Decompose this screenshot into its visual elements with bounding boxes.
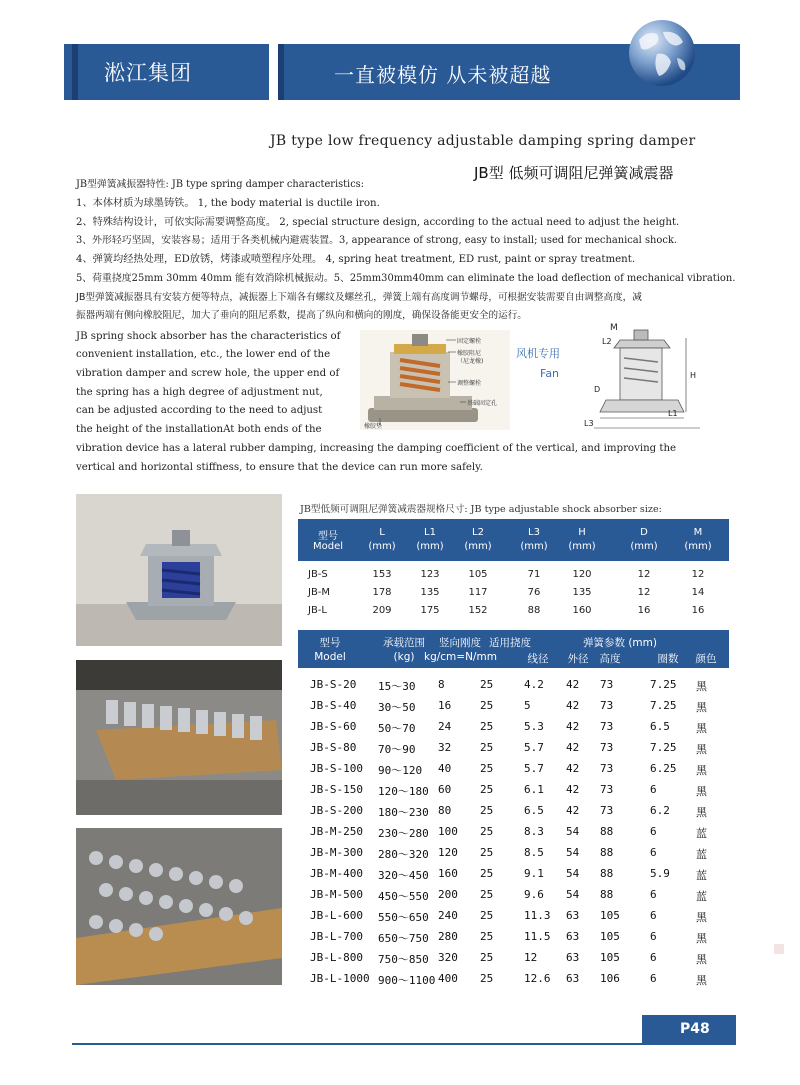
model-table-header [298,630,729,668]
description-cn-line: 振器两端有侧向橡胶阻尼，加大了垂向的阻尼系数，提高了纵向和横向的刚度，确保设备能更安全的运行。 [76,310,527,321]
table-cell: 88 [600,825,614,838]
table-cell: 450～550 [378,890,429,903]
diagram-label: 固定螺栓 [457,338,482,345]
dim-label: D [594,385,601,394]
header-cell: L2 [472,527,484,538]
table-cell: 73 [600,762,614,775]
table-row [298,567,729,585]
table-cell: 5.7 [524,741,544,754]
table-cell: 42 [566,783,580,796]
table-cell: 90～120 [378,764,423,777]
features-heading: JB型弹簧减振器特性: JB type spring damper characteristics: [76,179,365,190]
table-cell: 120 [438,846,458,859]
dim-label: L1 [668,409,678,418]
header-stripe [278,44,284,100]
table-cell: 5.7 [524,762,544,775]
table-row [298,717,729,738]
table-cell: 117 [468,587,488,598]
table-row [298,843,729,864]
damper-cutaway-diagram [360,330,510,430]
table-cell: JB-L-600 [310,909,363,922]
table-cell: 88 [600,888,614,901]
feature-line: 4、弹簧均经热处理，ED放锈，烤漆或喷塑程序处理。 4, spring heat treatment, ED rust, paint or spray treatment. [76,254,636,265]
table-cell: 黑 [696,911,707,924]
table-cell: 73 [600,804,614,817]
page-number: P48 [680,1021,710,1037]
table-cell: 42 [566,741,580,754]
feature-line: 5、荷重挠度25mm 30mm 40mm 能有效消除机械振动。5、25mm30mm40mm can eliminate the load deflection of mechanical vibration. [76,273,736,284]
table-cell: 88 [527,605,541,616]
diagram-label: 调整螺栓 [457,380,482,387]
header-cell: 颜色 [695,653,717,665]
header-cell: 竖向刚度 [439,637,481,649]
table-cell: 25 [480,678,494,691]
table-cell: 54 [566,846,580,859]
table-cell: 105 [600,951,620,964]
header-cell: (mm) [368,541,396,552]
table-cell: 209 [372,605,392,616]
table-row [298,822,729,843]
description-en-line: vibration device has a lateral rubber damping, increasing the damping coefficient of the vertical, and improving the [76,443,677,454]
table-cell: 6 [650,825,657,838]
table-cell: JB-L [308,605,327,616]
table-cell: 106 [600,972,620,985]
table-cell: 70～90 [378,743,416,756]
table-cell: 320 [438,951,458,964]
table-cell: 6 [650,951,657,964]
table-cell: 4.2 [524,678,544,691]
header-cell: Model [314,651,346,663]
header-cell: M [693,527,703,538]
table-cell: 105 [600,930,620,943]
table-cell: 42 [566,804,580,817]
feature-line: 3、外形轻巧坚固，安装容易；适用于各类机械内避震装置。3, appearance of strong, easy to install; used for mechanical shock. [76,235,677,246]
table-cell: 30～50 [378,701,416,714]
spec-table-caption: JB型低频可调阻尼弹簧减震器规格尺寸: JB type adjustable shock absorber size: [300,504,662,515]
header-cell: 型号 [318,531,338,542]
table-cell: 900～1100 [378,974,436,987]
table-cell: 6.1 [524,783,544,796]
table-cell: 25 [480,741,494,754]
table-cell: 54 [566,888,580,901]
table-cell: 12 [524,951,538,964]
table-cell: 黑 [696,953,707,966]
table-cell: 黑 [696,722,707,735]
table-cell: 650～750 [378,932,429,945]
table-cell: JB-S-150 [310,783,363,796]
title-english: JB type low frequency adjustable damping spring damper [270,133,696,149]
diagram-label: 橡胶垫 [364,423,383,430]
table-row [298,780,729,801]
table-cell: 11.3 [524,909,551,922]
dim-label: L3 [584,419,594,428]
table-cell: 50～70 [378,722,416,735]
header-cell: (kg) [393,651,415,663]
table-cell: 25 [480,825,494,838]
header-cell: (mm) [416,541,444,552]
table-cell: JB-S [308,569,328,580]
table-row [298,864,729,885]
table-cell: 73 [600,678,614,691]
table-cell: 12 [691,569,705,580]
table-cell: 320～450 [378,869,429,882]
diagram-label: 基础固定孔 [467,400,498,407]
dim-label: H [690,371,697,380]
table-cell: 黑 [696,764,707,777]
table-cell: 6 [650,930,657,943]
table-cell: 25 [480,951,494,964]
table-cell: 550～650 [378,911,429,924]
header-cell: L [379,527,385,538]
table-cell: 25 [480,699,494,712]
table-cell: 7.25 [650,699,677,712]
globe-icon [627,18,697,88]
table-cell: 175 [420,605,440,616]
dim-label: M [610,323,618,333]
table-row [298,906,729,927]
header-cell: (mm) [630,541,658,552]
brand-name: 淞江集团 [104,61,192,85]
table-cell: 6.25 [650,762,677,775]
table-cell: 6 [650,783,657,796]
table-cell: 42 [566,762,580,775]
table-row [298,675,729,696]
table-cell: 15～30 [378,680,416,693]
model-table [298,630,729,990]
description-en-line: JB spring shock absorber has the characteristics of [76,331,341,342]
table-cell: 6.5 [524,804,544,817]
table-cell: 黑 [696,701,707,714]
table-cell: 25 [480,972,494,985]
table-cell: 230～280 [378,827,429,840]
header-cell: 高度 [599,653,621,665]
header-cell: 承载范围 [383,637,425,649]
warehouse-photo [76,660,282,815]
table-cell: 63 [566,951,580,964]
header-cell: L3 [528,527,540,538]
header-brand-bar [64,44,269,100]
header-cell: (mm) [520,541,548,552]
table-cell: 7.25 [650,678,677,691]
description-en-line: convenient installation, etc., the lower end of the [76,349,331,360]
header-cell: 弹簧参数 (mm) [583,637,657,649]
table-cell: 8 [438,678,445,691]
table-cell: JB-S-80 [310,741,357,754]
table-cell: 400 [438,972,458,985]
table-cell: 25 [480,930,494,943]
table-cell: 6 [650,888,657,901]
margin-mark [774,944,784,954]
table-row [298,927,729,948]
table-cell: 9.6 [524,888,544,901]
table-cell: 24 [438,720,452,733]
table-cell: 73 [600,699,614,712]
table-cell: 42 [566,720,580,733]
header-cell: 适用挠度 [489,637,531,649]
table-cell: 8.5 [524,846,544,859]
table-cell: 105 [600,909,620,922]
table-cell: JB-L-1000 [310,972,370,985]
table-cell: 88 [600,846,614,859]
header-stripe [72,44,78,100]
fan-label-cn: 风机专用 [516,347,560,360]
table-cell: 153 [372,569,392,580]
table-cell: 12.6 [524,972,551,985]
description-en-line: vertical and horizontal stiffness, to ensure that the device can run more safely. [76,462,483,473]
table-cell: 6.2 [650,804,670,817]
table-cell: 240 [438,909,458,922]
table-cell: 63 [566,972,580,985]
table-cell: 25 [480,846,494,859]
table-cell: 25 [480,909,494,922]
table-cell: 蓝 [696,890,707,903]
table-cell: 71 [527,569,541,580]
description-en-line: the spring has a high degree of adjustment nut, [76,387,323,398]
table-cell: 6 [650,846,657,859]
table-cell: 60 [438,783,452,796]
table-cell: 135 [420,587,440,598]
table-cell: 120 [572,569,592,580]
table-cell: 160 [572,605,592,616]
description-en-line: can be adjusted according to the need to adjust [76,405,323,416]
table-cell: 105 [468,569,488,580]
feature-line: 2、特殊结构设计，可依实际需要调整高度。 2, special structure design, according to the actual need to adjust the height. [76,217,680,228]
table-cell: 25 [480,720,494,733]
table-cell: 180～230 [378,806,429,819]
footer-line [72,1043,736,1045]
table-cell: JB-S-200 [310,804,363,817]
table-cell: JB-L-800 [310,951,363,964]
table-cell: 蓝 [696,827,707,840]
spec-table [298,519,729,621]
table-row [298,759,729,780]
table-cell: JB-S-20 [310,678,357,691]
pallet-photo [76,828,282,985]
fan-label-en: Fan [540,367,560,380]
dimension-drawing [580,318,730,430]
table-cell: 73 [600,783,614,796]
table-cell: JB-S-100 [310,762,363,775]
table-cell: 76 [527,587,541,598]
spec-table-header [298,519,729,561]
page-number-tab [642,1015,736,1045]
description-en-line: the height of the installationAt both ends of the [76,424,322,435]
table-cell: JB-M-400 [310,867,363,880]
table-row [298,738,729,759]
slogan: 一直被模仿 从未被超越 [334,63,552,87]
feature-line: 1、本体材质为球墨铸铁。 1, the body material is ductile iron. [76,198,380,209]
table-cell: 16 [438,699,452,712]
table-cell: JB-M [308,587,331,598]
table-cell: 40 [438,762,452,775]
table-cell: 7.25 [650,741,677,754]
header-cell: D [640,527,648,538]
table-cell: JB-M-500 [310,888,363,901]
table-cell: JB-S-40 [310,699,357,712]
table-cell: 25 [480,762,494,775]
table-cell: 123 [420,569,440,580]
header-cell: (mm) [568,541,596,552]
table-row [298,696,729,717]
header-cell: (mm) [464,541,492,552]
table-cell: 12 [637,587,651,598]
table-cell: 152 [468,605,488,616]
description-en-line: vibration damper and screw hole, the upper end of [76,368,340,379]
table-row [298,948,729,969]
table-cell: 14 [691,587,705,598]
table-cell: 6 [650,972,657,985]
table-row [298,603,729,621]
table-cell: 黑 [696,932,707,945]
table-cell: 135 [572,587,592,598]
table-cell: 黑 [696,806,707,819]
table-cell: 5 [524,699,531,712]
table-row [298,969,729,990]
table-cell: 5.3 [524,720,544,733]
table-cell: 9.1 [524,867,544,880]
table-cell: 25 [480,867,494,880]
table-cell: 178 [372,587,392,598]
table-cell: 25 [480,888,494,901]
table-cell: 88 [600,867,614,880]
product-photo [76,494,282,646]
table-cell: 12 [637,569,651,580]
table-cell: 160 [438,867,458,880]
table-cell: 73 [600,741,614,754]
table-cell: 73 [600,720,614,733]
header-cell: H [578,527,586,538]
table-cell: 6.5 [650,720,670,733]
table-cell: 54 [566,825,580,838]
table-cell: JB-M-250 [310,825,363,838]
description-cn-line: JB型弹簧减振器具有安装方便等特点，减振器上下端各有螺纹及螺丝孔，弹簧上端有高度调节螺母，可根据安装需要自由调整高度，减 [76,292,642,303]
table-cell: 200 [438,888,458,901]
table-cell: 16 [691,605,705,616]
header-cell: L1 [424,527,436,538]
title-chinese: JB型 低频可调阻尼弹簧减震器 [474,164,674,182]
table-cell: JB-S-60 [310,720,357,733]
table-cell: 25 [480,804,494,817]
table-cell: 8.3 [524,825,544,838]
table-cell: 32 [438,741,452,754]
table-cell: 11.5 [524,930,551,943]
table-cell: 42 [566,678,580,691]
table-cell: 黑 [696,974,707,987]
table-row [298,801,729,822]
table-cell: 63 [566,909,580,922]
table-cell: 80 [438,804,452,817]
header-cell: (mm) [684,541,712,552]
table-cell: JB-L-700 [310,930,363,943]
header-cell: 圈数 [657,653,679,665]
table-cell: 5.9 [650,867,670,880]
table-cell: JB-M-300 [310,846,363,859]
table-cell: 42 [566,699,580,712]
table-row [298,885,729,906]
table-cell: 280 [438,930,458,943]
header-cell: 外径 [567,653,589,665]
diagram-label: 橡胶阻尼 [457,350,482,357]
header-cell: kg/cm=N/mm [424,651,497,663]
table-cell: 黑 [696,785,707,798]
header-cell: 型号 [319,637,341,649]
table-cell: 25 [480,783,494,796]
table-cell: 750～850 [378,953,429,966]
table-cell: 16 [637,605,651,616]
table-cell: 黑 [696,743,707,756]
table-cell: 120～180 [378,785,429,798]
table-cell: 蓝 [696,848,707,861]
table-row [298,585,729,603]
table-cell: 54 [566,867,580,880]
table-cell: 6 [650,909,657,922]
diagram-label: （尼龙橡) [457,358,484,365]
table-cell: 63 [566,930,580,943]
table-cell: 280～320 [378,848,429,861]
dim-label: L2 [602,337,612,346]
table-cell: 100 [438,825,458,838]
header-cell: 线径 [527,653,549,665]
header-cell: Model [312,541,344,552]
table-cell: 蓝 [696,869,707,882]
table-cell: 黑 [696,680,707,693]
